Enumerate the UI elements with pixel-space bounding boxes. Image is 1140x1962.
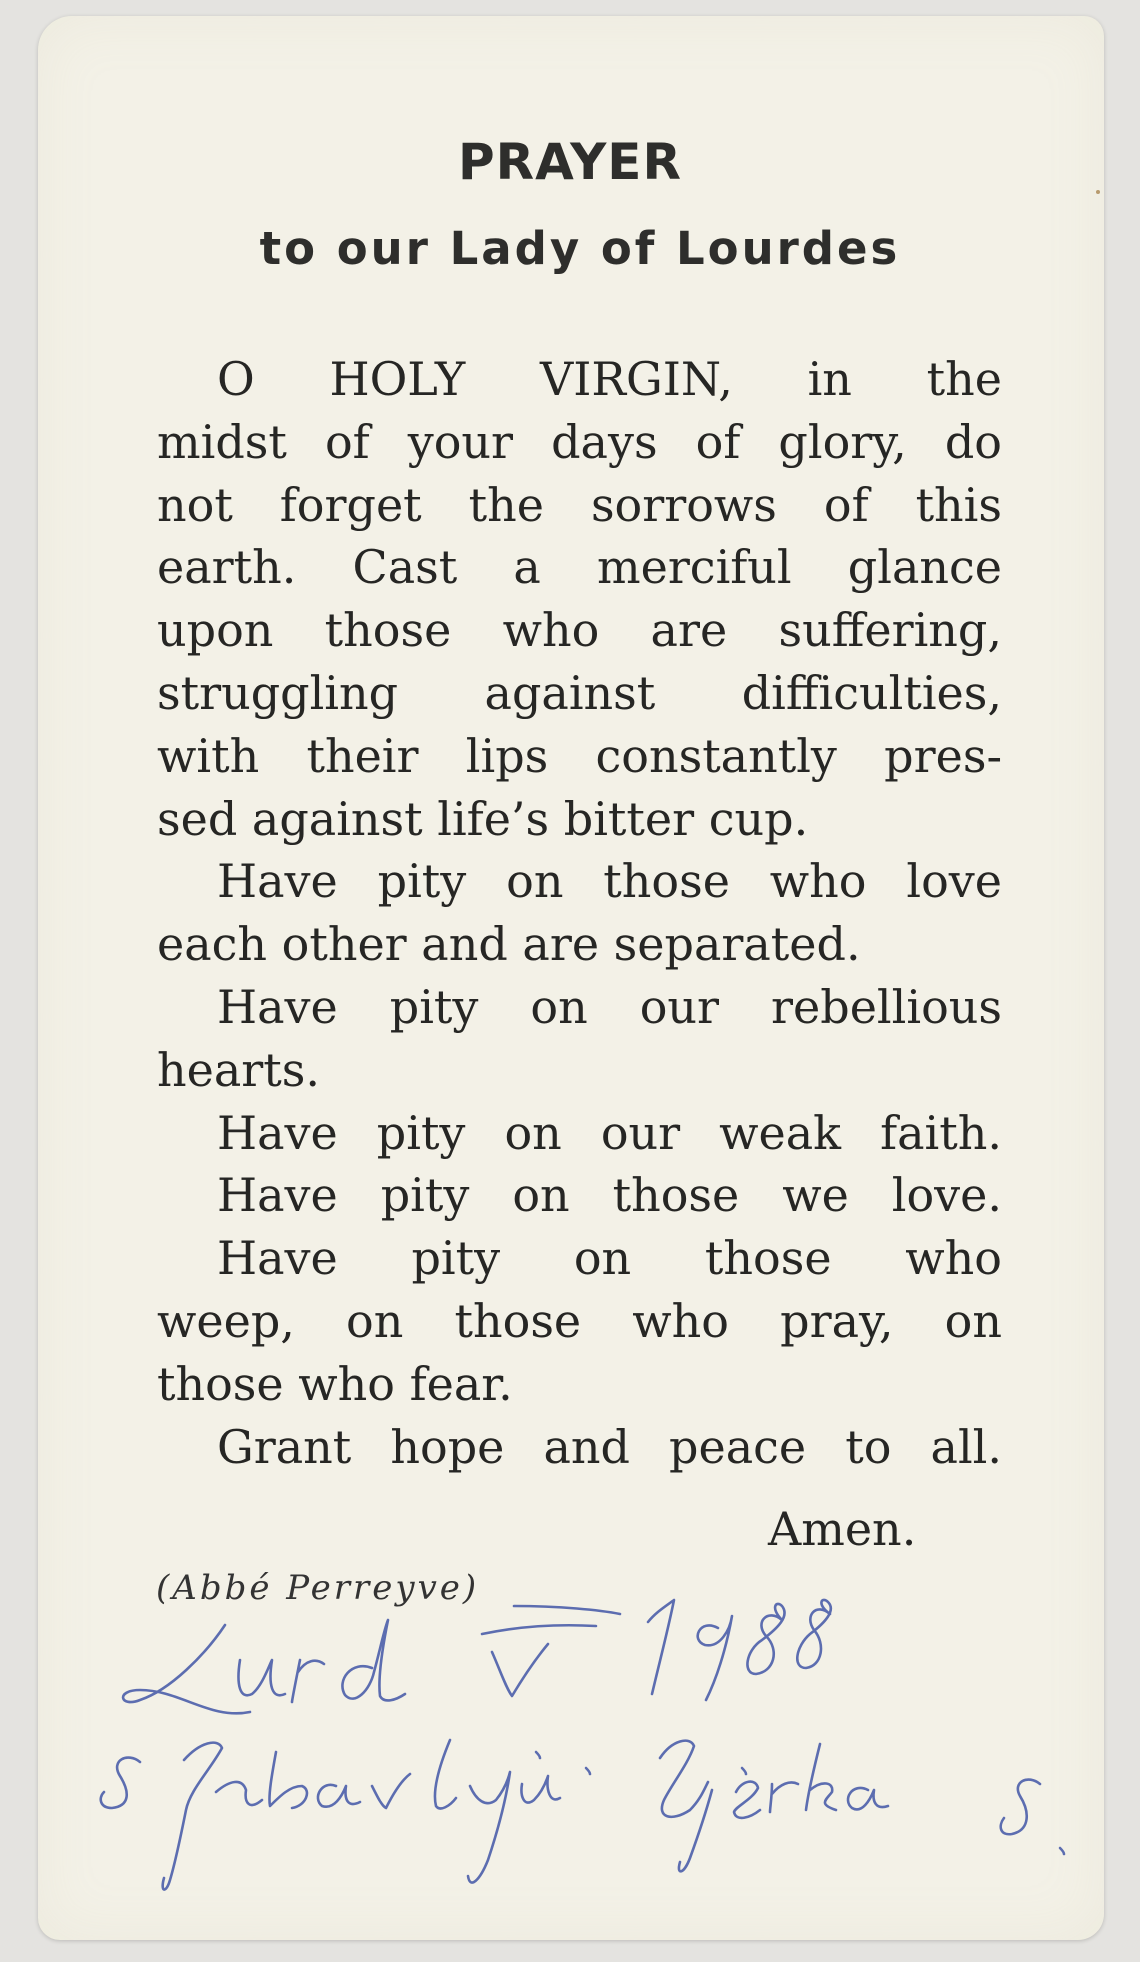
prayer-line: not forget the sorrows of this xyxy=(157,477,1002,532)
prayer-line: hearts. xyxy=(157,1042,320,1097)
card-title: PRAYER xyxy=(458,133,682,191)
prayer-line: Grant hope and peace to all. xyxy=(217,1419,1002,1474)
prayer-line: Have pity on our rebellious xyxy=(217,979,1002,1034)
prayer-line: weep, on those who pray, on xyxy=(157,1293,1002,1348)
prayer-line: Have pity on those who love xyxy=(217,854,1002,909)
prayer-line: those who fear. xyxy=(157,1356,513,1411)
prayer-line: midst of your days of glory, do xyxy=(157,414,1002,469)
prayer-line: each other and are separated. xyxy=(157,917,861,972)
closing-amen: Amen. xyxy=(768,1502,917,1556)
prayer-line: O HOLY VIRGIN, in the xyxy=(217,352,1002,406)
card-subtitle: to our Lady of Lourdes xyxy=(259,222,901,275)
prayer-line: earth. Cast a merciful glance xyxy=(157,540,1002,595)
prayer-line: Have pity on our weak faith. xyxy=(217,1105,1002,1160)
prayer-line: struggling against difficulties, xyxy=(157,665,1002,720)
prayer-line: upon those who are suffering, xyxy=(157,603,1002,658)
prayer-line: with their lips constantly pres- xyxy=(157,728,1002,783)
prayer-line: Have pity on those we love. xyxy=(217,1168,1002,1223)
prayer-line: sed against life’s bitter cup. xyxy=(157,791,809,846)
prayer-line: Have pity on those who xyxy=(217,1231,1002,1286)
author-attribution: (Abbé Perreyve) xyxy=(156,1568,480,1608)
